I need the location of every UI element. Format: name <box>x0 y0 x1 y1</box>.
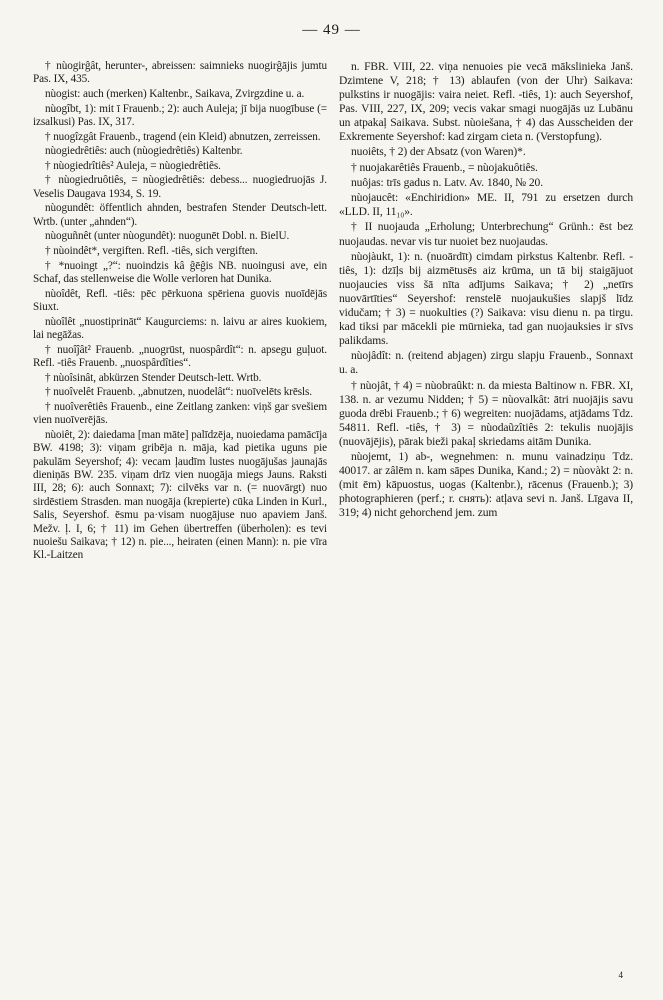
signature-mark: 4 <box>618 970 623 980</box>
dictionary-entry: † nuojakarêtiês Frauenb., = nùojakuôtiês. <box>351 161 538 174</box>
dictionary-entry: † *nuoingt „?“: nuoindzis kâ ĝēĝis NB. nuoingusi ave, ein Schaf, das stellenweise die Wolle verloren hat Dunika. <box>33 259 327 285</box>
dictionary-entry: nùogiedrêtiês: auch (nùogiedrêtiês) Kaltenbr. <box>45 145 243 158</box>
dictionary-entry: nùogundêt: öffentlich ahnden, bestrafen Stender Deutsch-lett. Wrtb. (unter „ahnden“). <box>33 202 327 228</box>
two-column-body <box>33 60 633 564</box>
page-number: — 49 — <box>302 22 361 38</box>
dictionary-entry: nùojemt, 1) ab-, wegnehmen: n. munu vainadziņu Tdz. 40017. ar zâlēm n. kam sāpes Dunika, Kand.; 2) = nùovàkt 2: n. (mit ēm) kāpuostus, uogas (Kaltenbr.), rācenus (Frauenb.); 3) photographieren (perf.; r. снять): atļava sevi n. Janš. Līgava II, 319; 4) nicht gehorchend jem. zum <box>339 450 633 520</box>
dictionary-entry: † nùojât, † 4) = nùobraûkt: n. da miesta Baltinow n. FBR. XI, 138. n. ar vezumu Nidden; † 5) = nùovalkât: ātri nuojājis savu guoda drēbi Frauenb.; † 6) wegreiten: nuojādams, atjādams Tdz. 54811. Refl. -tiês, † 3) = nùodaũzîtiês 2: tekulis nuojājis (nuovājējis), pārak bieži pakaļ skriedams aitām Dunika. <box>339 379 633 448</box>
dictionary-entry: nùoguñnêt (unter nùogundêt): nuogunēt Dobl. n. BielU. <box>45 230 290 243</box>
dictionary-entry: † nùogirĝât, herunter-, abreissen: saimnieks nuogirĝājis jumtu Pas. IX, 435. <box>33 60 327 86</box>
dictionary-entry: † nùoîsinât, abkürzen Stender Deutsch-lett. Wrtb. <box>45 371 262 384</box>
left-column <box>33 60 327 564</box>
dictionary-entry: nùojàukt, 1): n. (nuoārdīt) cimdam pirkstus Kaltenbr. Refl. -tiês, 1): dzīļs bij aizmētusēs aiz krūma, un tā bij staigājuot nuojaucies viss šā nīta adījums Saikava; † 2) „netīrs nuovārtīties“ Seyershof: renstelē nuojaukušies slapjš līdz vidučam; † 3) = nuokulties (?) Saikava: visu dienu n. pa tirgu. kad tiksi par mācekli pie mūrnieka, tad gan nuojauksies ir sīvs palikdams. <box>339 250 633 348</box>
dictionary-entry: nùojâdît: n. (reitend abjagen) zirgu slapju Frauenb., Sonnaxt u. a. <box>339 350 633 377</box>
dictionary-entry: † nùoindêt*, vergiften. Refl. -tiês, sich vergiften. <box>45 244 258 257</box>
right-column <box>339 60 633 564</box>
dictionary-entry: † nùogiedruôtiês, = nùogiedrêtiês: debess... nuogiedruojās J. Veselis Daugava 1934, S. 19. <box>33 174 327 200</box>
dictionary-entry: † nuoîverêtiês Frauenb., eine Zeitlang zanken: viņš gar svešiem vien nuoīverējās. <box>33 400 327 427</box>
dictionary-entry: † nuogîzgât Frauenb., tragend (ein Kleid) abnutzen, zerreissen. <box>45 130 321 143</box>
dictionary-entry: † nuoîvelêt Frauenb. „abnutzen, nuodelât“: nuoīvelēts krēsls. <box>45 386 312 399</box>
dictionary-entry: nùogist: auch (merken) Kaltenbr., Saikava, Zvirgzdine u. a. <box>45 88 305 100</box>
dictionary-entry: † nuoîĵât² Frauenb. „nuogrūst, nuospârdît“: n. apsegu guļuot. Refl. -tiês Frauenb. „nuospârdîties“. <box>33 343 327 369</box>
dictionary-entry: n. FBR. VIII, 22. viņa nenuoies pie vecā mākslinieka Janš. Dzimtene V, 218; † 13) ablaufen (von der Uhr) Saikava: pulkstins ir nuogājis: vaira neiet. Refl. -tiês, 1): auch Seyershof, Pas. VIII, 227, IX, 209; vecis vakar smagi nuogājās uz Lubānu un atpakaļ Saikava. Subst. nùoiešana, † 4) das Ausscheiden der Exkremente Seyershof: kad zirgam cieta n. (Verstopfung). <box>339 61 633 144</box>
dictionary-entry: nuôjas: trīs gadus n. Latv. Av. 1840, № 20. <box>351 176 543 189</box>
dictionary-entry: nuoiêts, † 2) der Absatz (von Waren)*. <box>351 146 526 159</box>
dictionary-entry: nùoîlêt „nuostiprināt“ Kaugurciems: n. laivu ar aires kuokiem, lai negāžas. <box>33 315 327 341</box>
dictionary-entry: nùojaucêt: «Enchiridion» ME. II, 791 zu ersetzen durch «LLD. II, 11₁₀». <box>339 192 633 219</box>
dictionary-entry: nùogîbt, 1): mit ī Frauenb.; 2): auch Auleja; jī bija nuogībuse (= izsalkusi) Pas. IX, 317. <box>33 102 327 128</box>
dictionary-entry: † nùogiedrîtiês² Auleja, = nùogiedrêtiês. <box>45 159 221 172</box>
dictionary-entry: nùoiêt, 2): daiedama [man māte] palīdzēja, nuoiedama pamācīja BW. 4198; 3): viņam gribēja n. māja, kad pietika uguns pie pakulām Seyershof; 4): vecam ļaudīm lustes nuogājušas jaunajās dieniņās BW. 235. viņam drīz vien nuogāja miegs Jauns. Raksti III, 28; 6): auch Sonnaxt; 7): cilvēks var n. (= nuovārgt) nuo sirdēstiem Strasden. man nuogāja (krepierte) cūka Linden in Kurl., Salis, Seyershof. ēsmu pa·visam nuogājuse nuo apaviem Janš. Mežv. ļ. I, 6; † 11) im Gehen übertreffen (überholen): es tevi nuoiešu Saikava; † 12) n. pie..., heiraten (einen Mann): n. pie vīra Kl.-Laitzen <box>33 428 327 562</box>
dictionary-entry: nùoîdêt, Refl. -tiês: pēc pērkuona spēriena guovis nuoīdējās Siuxt. <box>33 287 327 313</box>
dictionary-entry: † II nuojauda „Erholung; Unterbrechung“ Grünh.: ēst bez nuojaudas. nevar vis tur nuoiet bez nuojaudas. <box>339 221 633 248</box>
